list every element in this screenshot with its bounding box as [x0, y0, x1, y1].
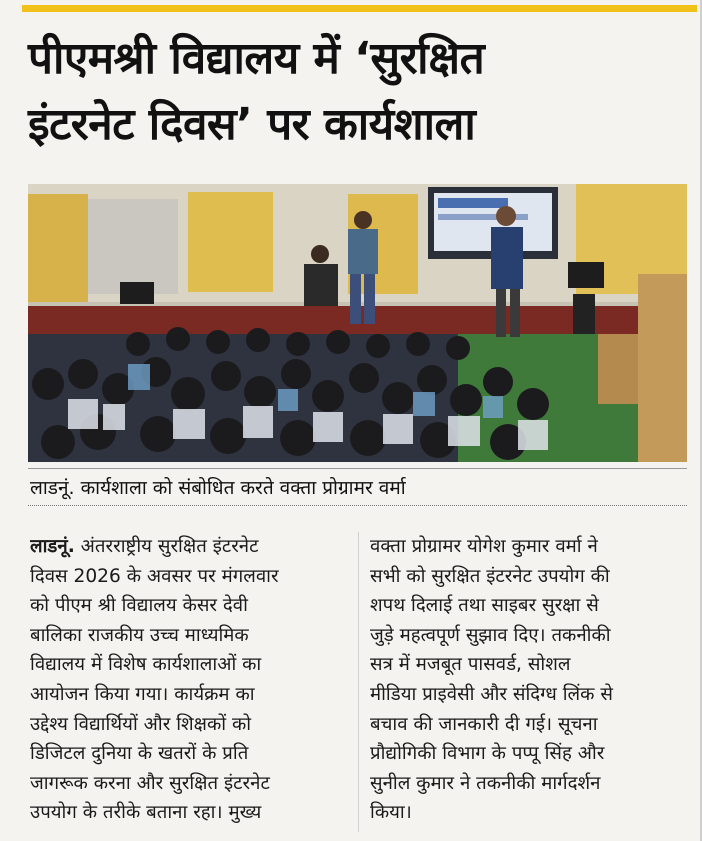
article-line: जागरूक करना और सुरक्षित इंटरनेट: [30, 772, 270, 794]
article-line: विद्यालय में विशेष कार्यशालाओं का: [30, 654, 262, 676]
caption-top-rule: [28, 468, 687, 469]
classroom-photo-illustration: [28, 184, 687, 462]
top-accent-rule: [22, 5, 697, 12]
article-line: प्रौद्योगिकी विभाग के पप्पू सिंह और: [370, 743, 605, 765]
article-line: शपथ दिलाई तथा साइबर सुरक्षा से: [370, 595, 599, 617]
article-line: दिवस 2026 के अवसर पर मंगलवार: [30, 565, 279, 587]
article-line: वक्ता प्रोग्रामर योगेश कुमार वर्मा ने: [370, 536, 598, 557]
headline: [28, 26, 688, 158]
dateline: लाडनूं.: [30, 536, 75, 557]
article-line: आयोजन किया गया। कार्यक्रम का: [30, 683, 255, 705]
article-line: सभी को सुरक्षित इंटरनेट उपयोग की: [370, 565, 610, 587]
photo-caption: लाडनूं. कार्यशाला को संबोधित करते वक्ता प्रोग्रामर वर्मा: [30, 477, 406, 499]
headline-line-1: पीएमश्री विद्यालय में ‘सुरक्षित: [28, 33, 485, 84]
article-line: जुड़े महत्वपूर्ण सुझाव दिए। तकनीकी: [370, 624, 611, 646]
article-line: बालिका राजकीय उच्च माध्यमिक: [30, 624, 249, 646]
article-line: उपयोग के तरीके बताना रहा। मुख्य: [30, 802, 262, 824]
article-line: बचाव की जानकारी दी गई। सूचना: [370, 713, 598, 735]
article-line: सत्र में मजबूत पासवर्ड, सोशल: [370, 654, 571, 676]
article-line: किया।: [370, 802, 412, 824]
article-line: सुनील कुमार ने तकनीकी मार्गदर्शन: [370, 772, 601, 794]
article-line: मीडिया प्राइवेसी और संदिग्ध लिंक से: [370, 683, 613, 705]
article-line: डिजिटल दुनिया के खतरों के प्रति: [30, 743, 249, 765]
article-line: [30, 532, 348, 562]
caption-bottom-rule: [28, 505, 687, 506]
article-column-left: [30, 532, 348, 828]
article-line: को पीएम श्री विद्यालय केसर देवी: [30, 595, 248, 617]
classroom-photo: [28, 184, 687, 462]
headline-line-2: इंटरनेट दिवस’ पर कार्यशाला: [28, 99, 476, 150]
article-column-right: [370, 532, 690, 828]
column-divider: [358, 532, 359, 832]
article-line: उद्देश्य विद्यार्थियों और शिक्षकों को: [30, 713, 252, 735]
article-line-text: अंतरराष्ट्रीय सुरक्षित इंटरनेट: [74, 536, 259, 557]
